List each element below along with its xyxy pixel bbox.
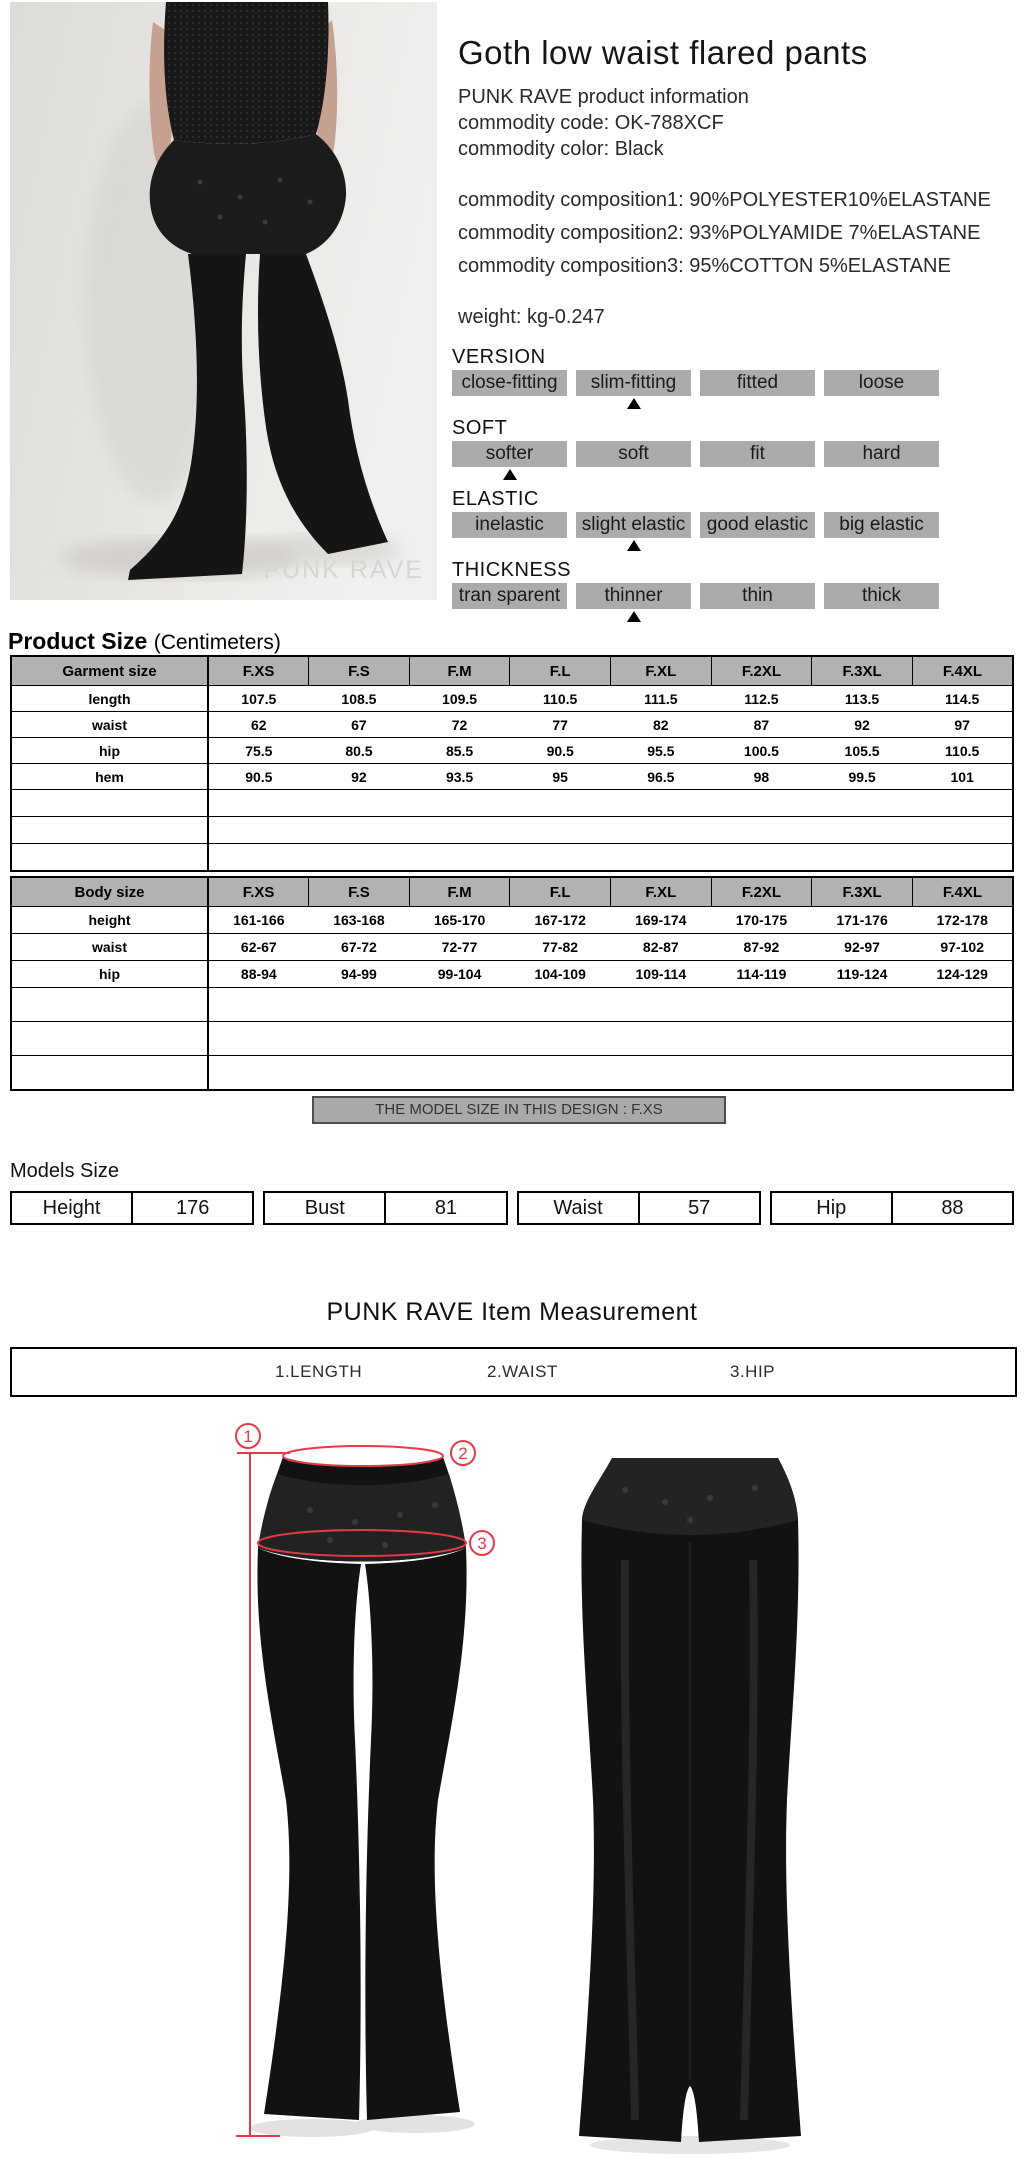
composition-1-value: 90%POLYESTER10%ELASTANE	[689, 189, 991, 211]
size-col-header: F.2XL	[711, 877, 812, 907]
measurement-legend-bar	[10, 1347, 1017, 1397]
table-header-row	[11, 877, 1013, 907]
table-cell: 98	[711, 764, 812, 790]
table-cell: 62	[208, 712, 309, 738]
table-cell: 104-109	[510, 961, 611, 988]
empty-row	[11, 817, 1013, 844]
pants-front-measurement-image	[160, 1400, 560, 2176]
composition-line-2	[458, 217, 1018, 250]
size-col-header: F.M	[409, 877, 510, 907]
composition-line-1	[458, 184, 1018, 217]
commodity-color-line	[458, 136, 1018, 162]
table-cell: 105.5	[812, 738, 913, 764]
lace-waistband	[150, 134, 346, 254]
models-size-value: 81	[384, 1193, 505, 1223]
attribute-group-version	[452, 346, 939, 409]
table-cell: 108.5	[309, 686, 410, 712]
table-cell: 87-92	[711, 934, 812, 961]
empty-row	[11, 790, 1013, 817]
table-row	[11, 907, 1013, 934]
attribute-option: thinner	[576, 583, 691, 609]
table-cell: 62-67	[208, 934, 309, 961]
weight-line	[458, 304, 1018, 330]
measurement-title: PUNK RAVE Item Measurement	[326, 1298, 698, 1326]
table-cell: 80.5	[309, 738, 410, 764]
table-cell: 72	[409, 712, 510, 738]
table-cell: 67-72	[309, 934, 410, 961]
attribute-name: VERSION	[452, 346, 546, 368]
attribute-option: inelastic	[452, 512, 567, 538]
product-title: Goth low waist flared pants	[458, 34, 868, 71]
size-col-header: F.S	[309, 656, 410, 686]
table-cell: 110.5	[510, 686, 611, 712]
row-label: height	[11, 907, 208, 934]
commodity-color-value: Black	[614, 138, 664, 160]
table-cell: 114-119	[711, 961, 812, 988]
models-size-label: Hip	[816, 1196, 847, 1219]
table-cell: 114.5	[912, 686, 1013, 712]
table-header-row	[11, 656, 1013, 686]
models-size-box-waist	[517, 1191, 761, 1225]
garment-size-table	[10, 655, 1014, 872]
table-cell: 101	[912, 764, 1013, 790]
attribute-option: fitted	[700, 370, 815, 396]
table-cell: 165-170	[409, 907, 510, 934]
weight-value: kg-0.247	[526, 306, 605, 328]
size-col-header: F.4XL	[912, 877, 1013, 907]
attribute-option: slight elastic	[576, 512, 691, 538]
row-label: waist	[11, 712, 208, 738]
selected-marker-icon	[627, 540, 641, 551]
size-col-header: F.XL	[611, 877, 712, 907]
composition-line-3	[458, 250, 1018, 283]
table-cell: 77	[510, 712, 611, 738]
table-cell: 109-114	[611, 961, 712, 988]
table-cell: 124-129	[912, 961, 1013, 988]
selected-marker-icon	[627, 398, 641, 409]
size-col-header: F.XS	[208, 877, 309, 907]
table-cell: 92	[812, 712, 913, 738]
front-right-leg	[365, 1548, 467, 2120]
body-size-table	[10, 876, 1014, 1091]
table-cell: 113.5	[812, 686, 913, 712]
attribute-group-elastic	[452, 488, 939, 551]
table-cell: 100.5	[711, 738, 812, 764]
attribute-option: softer	[452, 441, 567, 467]
models-size-row	[10, 1191, 1014, 1225]
table-cell: 90.5	[510, 738, 611, 764]
table-cell: 82-87	[611, 934, 712, 961]
attribute-option: big elastic	[824, 512, 939, 538]
table-cell: 161-166	[208, 907, 309, 934]
photo-watermark: PUNK RAVE	[263, 556, 424, 584]
table-cell: 95	[510, 764, 611, 790]
product-size-title-bold: Product Size	[8, 628, 148, 654]
table-cell: 95.5	[611, 738, 712, 764]
selected-marker-icon	[627, 611, 641, 622]
table-row	[11, 738, 1013, 764]
table-cell: 169-174	[611, 907, 712, 934]
size-col-header: F.2XL	[711, 656, 812, 686]
composition-2-value: 93%POLYAMIDE 7%ELASTANE	[689, 222, 981, 244]
models-size-title: Models Size	[10, 1160, 119, 1182]
size-col-header: F.M	[409, 656, 510, 686]
attribute-option: good elastic	[700, 512, 815, 538]
table-cell: 72-77	[409, 934, 510, 961]
table-cell: 167-172	[510, 907, 611, 934]
product-size-title-unit: (Centimeters)	[153, 631, 281, 654]
models-size-box-hip	[770, 1191, 1014, 1225]
annotation-number-2: 2	[458, 1444, 468, 1463]
front-lace-band	[258, 1474, 466, 1562]
weight-label: weight:	[458, 306, 522, 328]
body-size-header: Body size	[11, 877, 208, 907]
table-cell: 119-124	[812, 961, 913, 988]
model-photo-illustration	[10, 2, 437, 600]
empty-row	[11, 988, 1013, 1022]
attribute-option: hard	[824, 441, 939, 467]
table-row	[11, 961, 1013, 988]
legend-hip: 3.HIP	[730, 1362, 776, 1381]
composition-3-label: commodity composition3:	[458, 255, 684, 277]
table-row	[11, 712, 1013, 738]
back-lace-band	[582, 1458, 798, 1535]
table-cell: 87	[711, 712, 812, 738]
table-cell: 93.5	[409, 764, 510, 790]
attribute-option: fit	[700, 441, 815, 467]
models-size-box-height	[10, 1191, 254, 1225]
empty-row	[11, 1056, 1013, 1091]
row-label: length	[11, 686, 208, 712]
table-cell: 75.5	[208, 738, 309, 764]
table-cell: 109.5	[409, 686, 510, 712]
table-cell: 90.5	[208, 764, 309, 790]
attribute-name: ELASTIC	[452, 488, 539, 510]
table-cell: 99.5	[812, 764, 913, 790]
mesh-top	[164, 2, 328, 144]
commodity-code-label: commodity code:	[458, 112, 610, 134]
size-col-header: F.S	[309, 877, 410, 907]
row-label: waist	[11, 934, 208, 961]
table-cell: 82	[611, 712, 712, 738]
annotation-number-1: 1	[243, 1427, 253, 1446]
table-cell: 92-97	[812, 934, 913, 961]
attribute-option: thick	[824, 583, 939, 609]
commodity-code-value: OK-788XCF	[614, 112, 724, 134]
size-col-header: F.L	[510, 656, 611, 686]
attribute-group-thickness	[452, 559, 939, 622]
front-left-leg	[257, 1548, 361, 2120]
product-photo	[10, 2, 437, 600]
table-cell: 88-94	[208, 961, 309, 988]
table-cell: 85.5	[409, 738, 510, 764]
composition-1-label: commodity composition1:	[458, 189, 684, 211]
attribute-scales	[452, 346, 939, 630]
table-cell: 170-175	[711, 907, 812, 934]
legend-length: 1.LENGTH	[275, 1362, 363, 1381]
product-info	[458, 34, 1018, 330]
composition-3-value: 95%COTTON 5%ELASTANE	[689, 255, 951, 277]
model-size-note: THE MODEL SIZE IN THIS DESIGN : F.XS	[312, 1096, 726, 1124]
table-cell: 172-178	[912, 907, 1013, 934]
waist-measure-ellipse	[283, 1446, 443, 1466]
attribute-option: close-fitting	[452, 370, 567, 396]
table-cell: 110.5	[912, 738, 1013, 764]
models-size-label: Bust	[304, 1196, 345, 1219]
row-label: hem	[11, 764, 208, 790]
attribute-option: soft	[576, 441, 691, 467]
models-size-label: Height	[42, 1196, 101, 1219]
composition-block	[458, 184, 1018, 283]
size-col-header: F.XS	[208, 656, 309, 686]
legend-waist: 2.WAIST	[487, 1362, 558, 1381]
commodity-color-label: commodity color:	[458, 138, 610, 160]
attribute-name: SOFT	[452, 417, 508, 439]
table-row	[11, 686, 1013, 712]
row-label: hip	[11, 738, 208, 764]
annotation-number-3: 3	[477, 1534, 487, 1553]
table-cell: 99-104	[409, 961, 510, 988]
table-cell: 96.5	[611, 764, 712, 790]
attribute-group-soft	[452, 417, 939, 480]
row-label: hip	[11, 961, 208, 988]
table-cell: 163-168	[309, 907, 410, 934]
commodity-code-line	[458, 110, 1018, 136]
table-cell: 94-99	[309, 961, 410, 988]
table-cell: 107.5	[208, 686, 309, 712]
models-size-value: 88	[891, 1193, 1012, 1223]
table-row	[11, 764, 1013, 790]
attribute-name: THICKNESS	[452, 559, 571, 581]
size-col-header: F.4XL	[912, 656, 1013, 686]
table-cell: 112.5	[711, 686, 812, 712]
composition-2-label: commodity composition2:	[458, 222, 684, 244]
attribute-option: tran sparent	[452, 583, 567, 609]
table-cell: 77-82	[510, 934, 611, 961]
garment-size-header: Garment size	[11, 656, 208, 686]
table-cell: 111.5	[611, 686, 712, 712]
pants-back-image	[565, 1430, 815, 2176]
table-cell: 97-102	[912, 934, 1013, 961]
models-size-value: 176	[131, 1193, 252, 1223]
table-cell: 97	[912, 712, 1013, 738]
attribute-option: thin	[700, 583, 815, 609]
table-cell: 171-176	[812, 907, 913, 934]
attribute-option: loose	[824, 370, 939, 396]
attribute-option: slim-fitting	[576, 370, 691, 396]
product-size-title	[8, 628, 281, 655]
table-row	[11, 934, 1013, 961]
models-size-box-bust	[263, 1191, 507, 1225]
size-col-header: F.3XL	[812, 877, 913, 907]
size-col-header: F.3XL	[812, 656, 913, 686]
table-cell: 92	[309, 764, 410, 790]
models-size-value: 57	[638, 1193, 759, 1223]
empty-row	[11, 844, 1013, 872]
empty-row	[11, 1022, 1013, 1056]
size-col-header: F.L	[510, 877, 611, 907]
table-cell: 67	[309, 712, 410, 738]
brand-line: PUNK RAVE product information	[458, 86, 749, 108]
selected-marker-icon	[503, 469, 517, 480]
models-size-label: Waist	[553, 1196, 603, 1219]
size-col-header: F.XL	[611, 656, 712, 686]
